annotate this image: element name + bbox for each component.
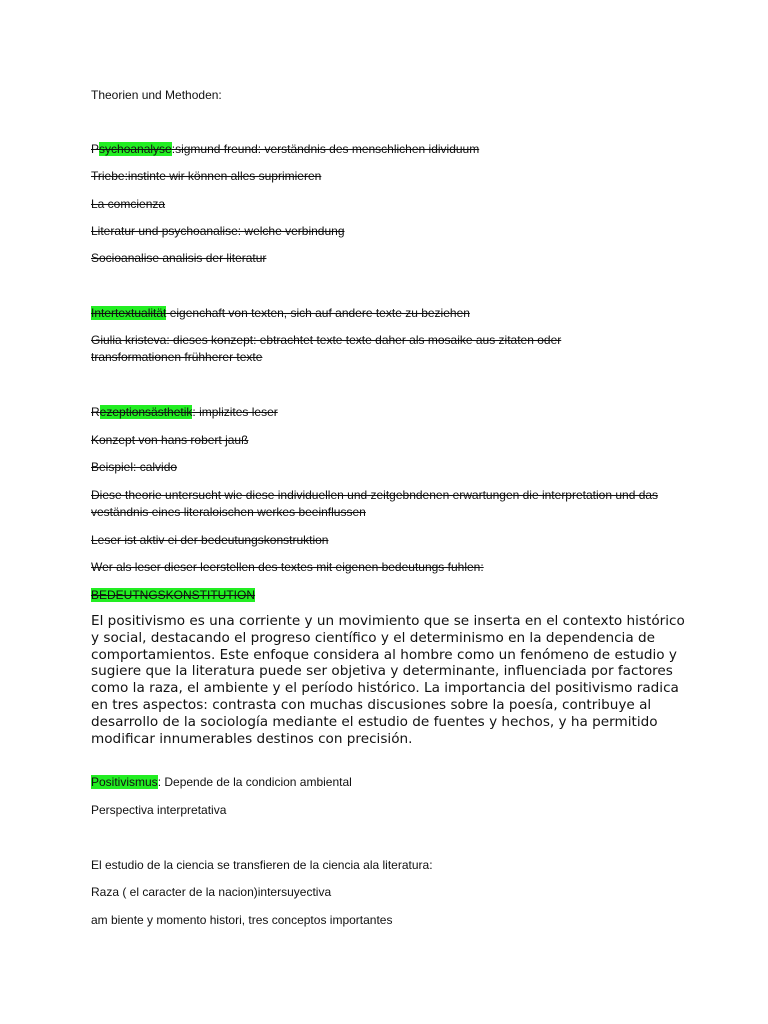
rezeptionsaesthetik-highlight: ezeptionsästhetik (99, 405, 193, 419)
psychoanalyse-line (91, 141, 691, 158)
estudio-line: El estudio de la ciencia se transfieren de la ciencia ala literatura: (91, 858, 433, 872)
positivismus-rest: : Depende de la condicion ambiental (157, 775, 352, 789)
ambiente-line: am biente y momento histori, tres conceptos importantes (91, 913, 393, 927)
positivismus-highlight: Positivismus (91, 775, 158, 789)
psychoanalyse-rest: :sigmund freund: verständnis des menschlichen idividuum (171, 142, 480, 156)
intertextualitaet-highlight: Intertextualität (91, 306, 167, 320)
perspectiva-line: Perspectiva interpretativa (91, 803, 227, 817)
positivismo-paragraph: El positivismo es una corriente y un movimiento que se inserta en el contexto histórico y social, destacando el progreso científico y el determinismo en la dependencia de comportamientos. Este enfoque considera al hombre como un fenómeno de estudio y sugiere que la literatura puede ser objetiva y determinante, influenciada por factores como la raza, el ambiente y el período histórico. La importancia del positivismo radica en tres aspectos: contrasta con muchas discusiones sobre la poesía, contribuye al desarrollo de la sociología mediante el estudio de fuentes y hechos, y ha permitido modificar innumerables destinos con precisión. (91, 613, 685, 747)
psychoanalyse-highlight: sychoanalyse (99, 142, 172, 156)
kristeva-line: Giulia kristeva: dieses konzept: ebtrachtet texte texte daher als mosaike aus zitaten oder transformationen frühherer texte (91, 333, 562, 364)
leser-aktiv-line: Leser ist aktiv ei der bedeutungskonstruktion (91, 533, 329, 547)
raza-line: Raza ( el caracter de la nacion)intersuyectiva (91, 885, 332, 899)
bedeutungskonstitution-highlight: BEDEUTNGSKONSTITUTION (91, 588, 256, 602)
konzept-jauss-line: Konzept von hans robert jauß (91, 433, 249, 447)
bedeutungskonstitution-line (91, 587, 691, 604)
positivismus-line (91, 774, 691, 791)
psychoanalyse-first-letter: P (91, 142, 100, 156)
theorie-line: Diese theorie untersucht wie diese individuellen und zeitgebndenen erwartungen die interpretation und das veständnis eines literaloischen werkes beeinflussen (91, 488, 659, 519)
wer-als-leser-line: Wer als leser dieser leerstellen des textes mit eigenen bedeutungs fuhlen: (91, 560, 484, 574)
intertextualitaet-rest: eigenchaft von texten, sich auf andere texte zu beziehen (166, 306, 470, 320)
rezeptionsaesthetik-rest: : implizites leser (192, 405, 278, 419)
rezeptionsaesthetik-line (91, 404, 691, 421)
document-heading: Theorien und Methoden: (91, 88, 222, 102)
rezeptionsaesthetik-first-letter: R (91, 405, 100, 419)
comcienza-line: La comcienza (91, 197, 166, 211)
intertextualitaet-line (91, 305, 691, 322)
triebe-line: Triebe:instinte wir können alles suprimieren (91, 169, 322, 183)
socioanalise-line: Socioanalise analisis der literatur (91, 251, 267, 265)
literatur-psychoanalise-line: Literatur und psychoanalise: welche verbindung (91, 224, 345, 238)
beispiel-line: Beispiel: calvido (91, 460, 178, 474)
